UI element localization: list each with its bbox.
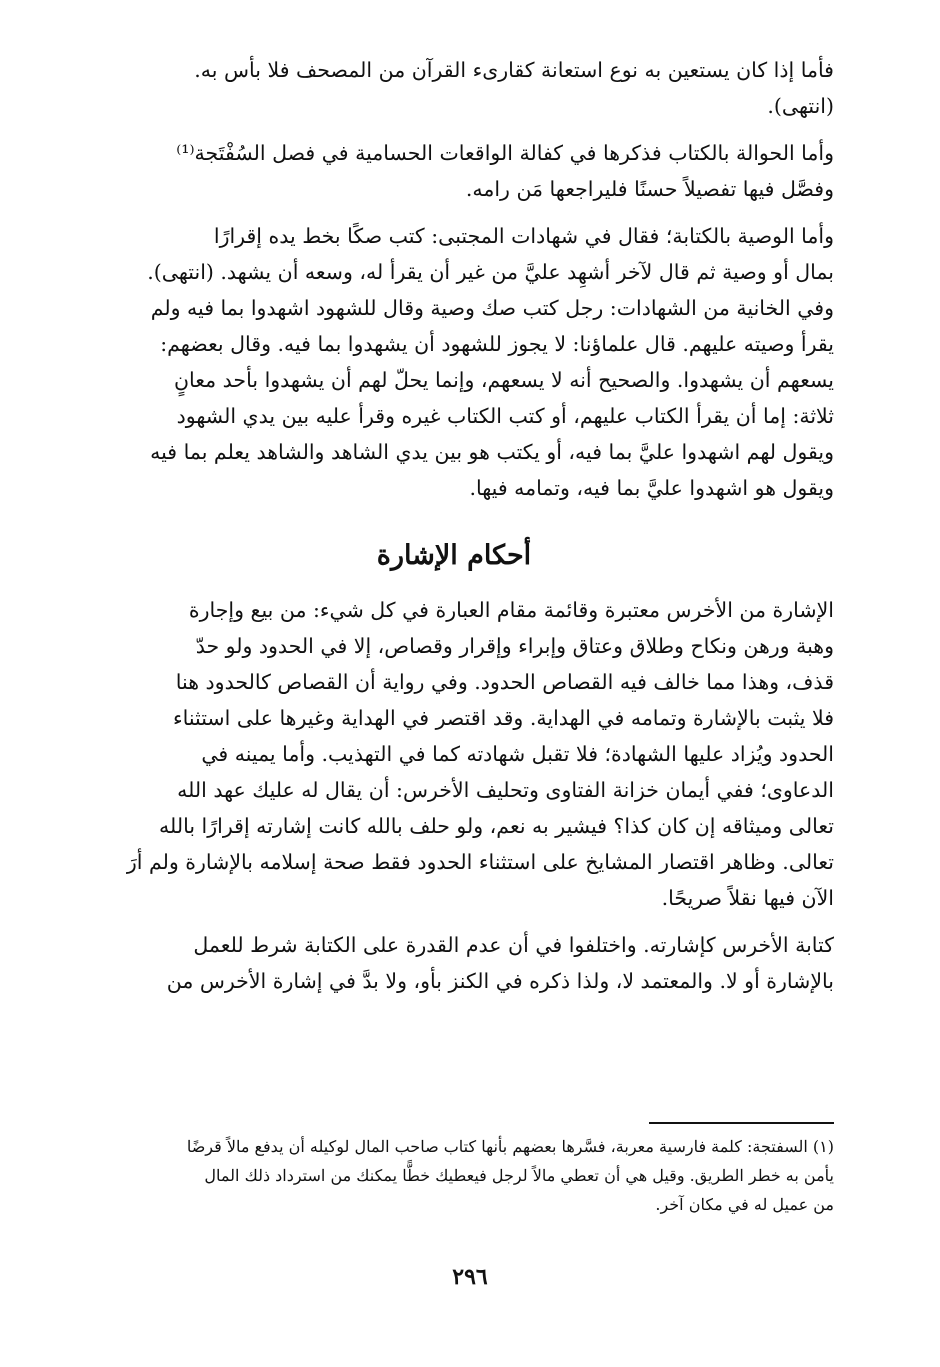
footnote: (١) السفتجة: كلمة فارسية معربة، فسَّرها بعضهم بأنها كتاب صاحب المال لوكيله أن يدفع مالاً قرضًا يأمن به خطر الطريق. وقيل هي أن تعطي مالاً لرجل فيعطيك خطًّا يمكنك من استرداد ذلك المال من عميل له في مكان آخر. [186, 1137, 834, 1214]
paragraph-will-by-writing: وأما الوصية بالكتابة؛ فقال في شهادات المجتبى: كتب صكًا بخط يده إقرارًا بمال أو وصية ثم قال لآخر أشهِد عليَّ من غير أن يقرأ له، وسعه أن يشهد. (انتهى). وفي الخانية من الشهادات: رجل كتب صك وصية وقال للشهود اشهدوا بما فيه ولم يقرأ وصيته عليهم. قال علماؤنا: لا يجوز للشهود أن يشهدوا بما فيه. وقال بعضهم: يسعهم أن يشهدوا. والصحيح أنه لا يسعهم، وإنما يحلّ لهم أن يشهدوا بأحد معانٍ ثلاثة: إما أن يقرأ الكتاب عليهم، أو كتب الكتاب غيره وقرأ عليه بين يدي الشهود ويقول لهم اشهدوا عليَّ بما فيه، أو يكتب هو بين يدي الشاهد والشاهد يعلم بما فيه ويقول هو اشهدوا عليَّ بما فيه، وتمامه فيها. [147, 224, 834, 500]
paragraph-gesture-of-mute: الإشارة من الأخرس معتبرة وقائمة مقام العبارة في كل شيء: من بيع وإجارة وهبة ورهن ونكاح وطلاق وعتاق وإبراء وإقرار وقصاص، إلا في الحدود ولو حدّ قذف، وهذا مما خالف فيه القصاص الحدود. وفي رواية أن القصاص كالحدود هنا فلا يثبت بالإشارة وتمامه في الهداية. وقد اقتصر في الهداية وغيرها على استثناء الحدود ويُزاد عليها الشهادة؛ فلا تقبل شهادته كما في التهذيب. وأما يمينه في الدعاوى؛ ففي أيمان خزانة الفتاوى وتحليف الأخرس: أن يقال له عليك عهد الله تعالى وميثاقه إن كان كذا؟ فيشير به نعم، ولو حلف بالله كانت إشارته إقرارًا بالله تعالى. وظاهر اقتصار المشايخ على استثناء الحدود فقط صحة إسلامه بالإشارة ولم أرَ الآن فيها نقلاً صريحًا. [126, 598, 834, 910]
section-heading: أحكام الإشارة [376, 540, 532, 571]
page-body [74, 52, 834, 999]
paragraph-writing-of-mute: كتابة الأخرس كإشارته. واختلفوا في أن عدم القدرة على الكتابة شرط للعمل بالإشارة أو لا. والمعتمد لا، ولذا ذكره في الكنز بأو، ولا بدَّ في إشارة الأخرس من [166, 933, 834, 993]
paragraph-hawala-by-writing: وأما الحوالة بالكتاب فذكرها في كفالة الواقعات الحسامية في فصل السُفْتَجة⁽¹⁾ وفصَّل فيها تفصيلاً حسنًا فليراجعها مَن رامه. [176, 141, 834, 201]
page-number: ٢٩٦ [452, 1264, 488, 1290]
footnote-divider [649, 1122, 834, 1124]
paragraph-reading-quran: فأما إذا كان يستعين به نوع استعانة كقارىء القرآن من المصحف فلا بأس به. (انتهى). [194, 58, 834, 118]
